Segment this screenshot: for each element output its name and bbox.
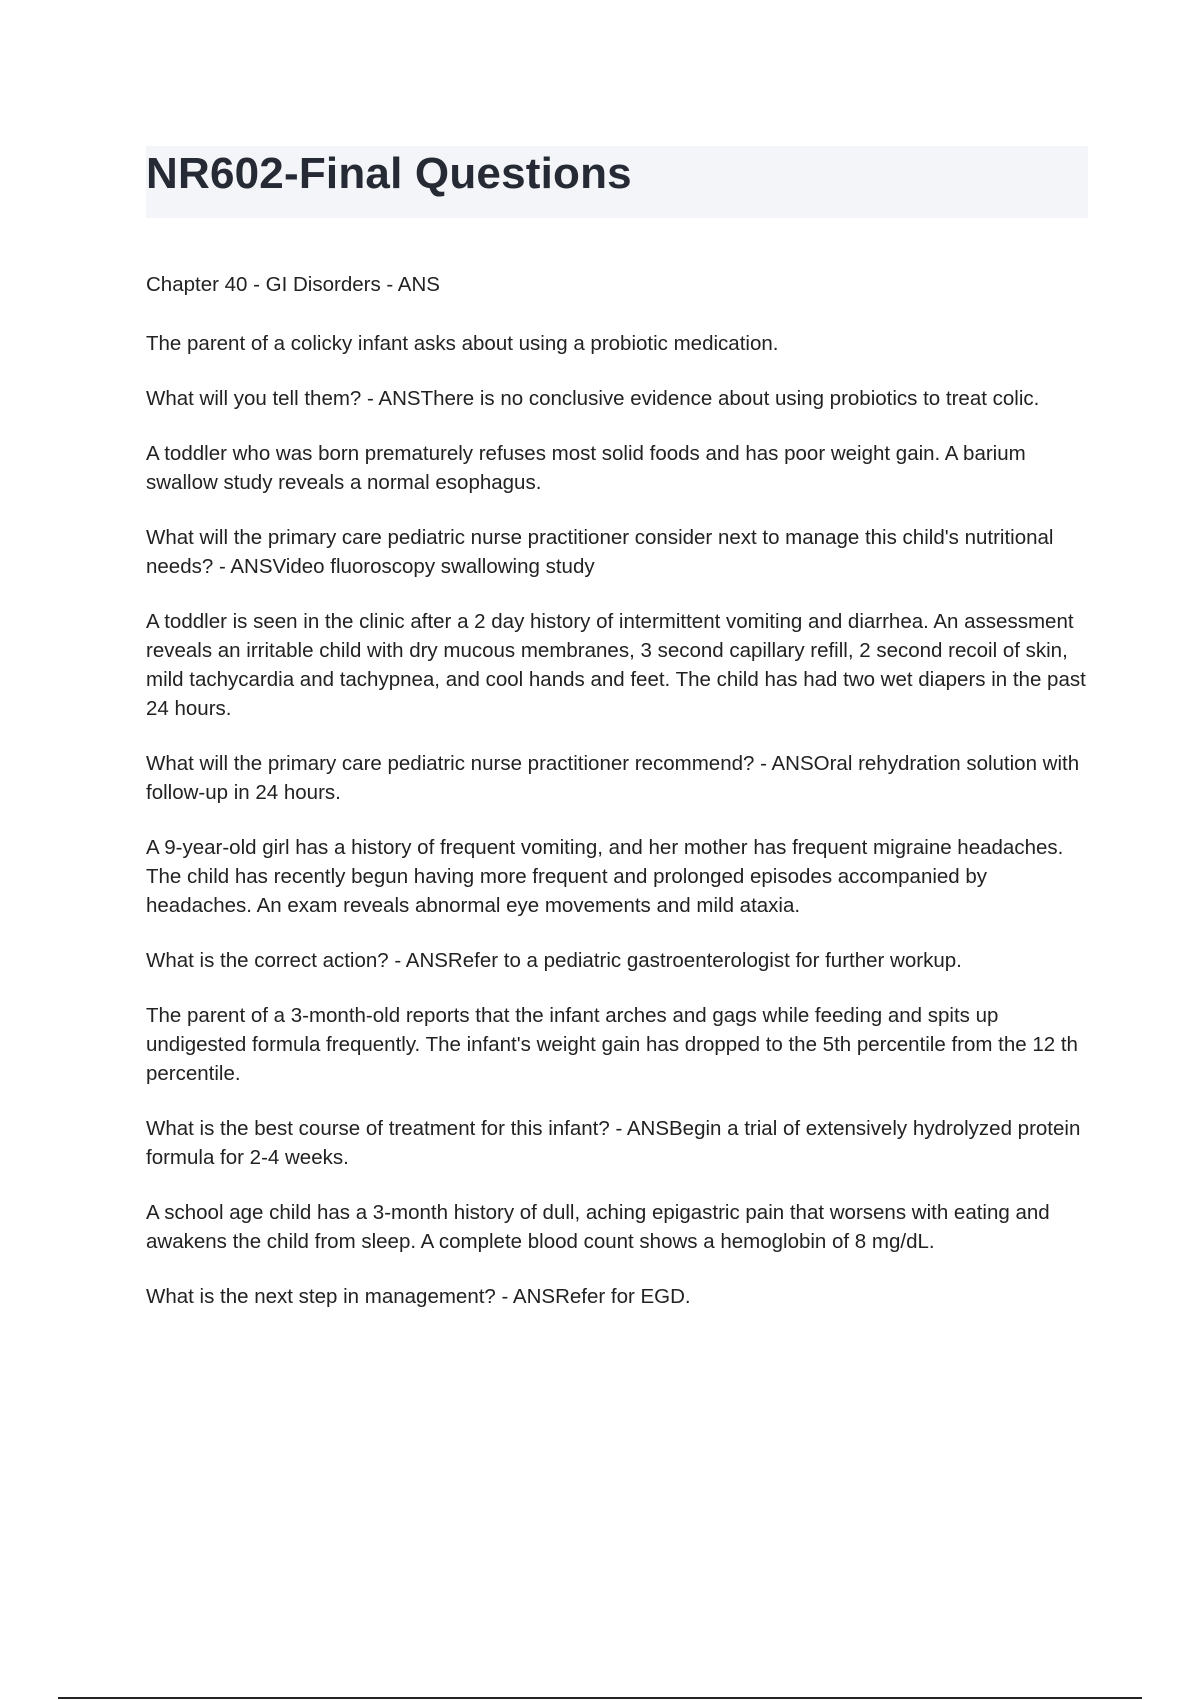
question-stem: The parent of a colicky infant asks about using a probiotic medication. (146, 332, 779, 355)
question-stem: A toddler who was born prematurely refuses most solid foods and has poor weight gain. A barium swallow study reveals a normal esophagus. (146, 442, 1026, 494)
question-stem: A 9-year-old girl has a history of frequent vomiting, and her mother has frequent migraine headaches. The child has recently begun having more frequent and prolonged episodes accompanied by headaches. An exam reveals abnormal eye movements and mild ataxia. (146, 836, 1064, 917)
question-answer: What will the primary care pediatric nurse practitioner recommend? - ANSOral rehydration solution with follow-up in 24 hours. (146, 752, 1080, 804)
question-answer: What will you tell them? - ANSThere is no conclusive evidence about using probiotics to treat colic. (146, 387, 1040, 410)
question-stem: A school age child has a 3-month history of dull, aching epigastric pain that worsens with eating and awakens the child from sleep. A complete blood count shows a hemoglobin of 8 mg/dL. (146, 1201, 1050, 1253)
page-bottom-rule (58, 1697, 1142, 1699)
question-answer: What is the correct action? - ANSRefer to a pediatric gastroenterologist for further workup. (146, 949, 962, 972)
document-body (146, 270, 1096, 1311)
chapter-heading: Chapter 40 - GI Disorders - ANS (146, 273, 440, 296)
document-title: NR602-Final Questions (146, 149, 632, 198)
question-stem: A toddler is seen in the clinic after a 2 day history of intermittent vomiting and diarrhea. An assessment reveals an irritable child with dry mucous membranes, 3 second capillary refill, 2 second recoil of skin, mild tachycardia and tachypnea, and cool hands and feet. The child has had two wet diapers in the past 24 hours. (146, 610, 1086, 720)
question-answer: What is the next step in management? - ANSRefer for EGD. (146, 1285, 691, 1308)
question-stem: The parent of a 3-month-old reports that the infant arches and gags while feeding and spits up undigested formula frequently. The infant's weight gain has dropped to the 5th percentile from the 12 th percentile. (146, 1004, 1078, 1085)
question-answer: What will the primary care pediatric nurse practitioner consider next to manage this child's nutritional needs? - ANSVideo fluoroscopy swallowing study (146, 526, 1054, 578)
question-answer: What is the best course of treatment for this infant? - ANSBegin a trial of extensively hydrolyzed protein formula for 2-4 weeks. (146, 1117, 1081, 1169)
